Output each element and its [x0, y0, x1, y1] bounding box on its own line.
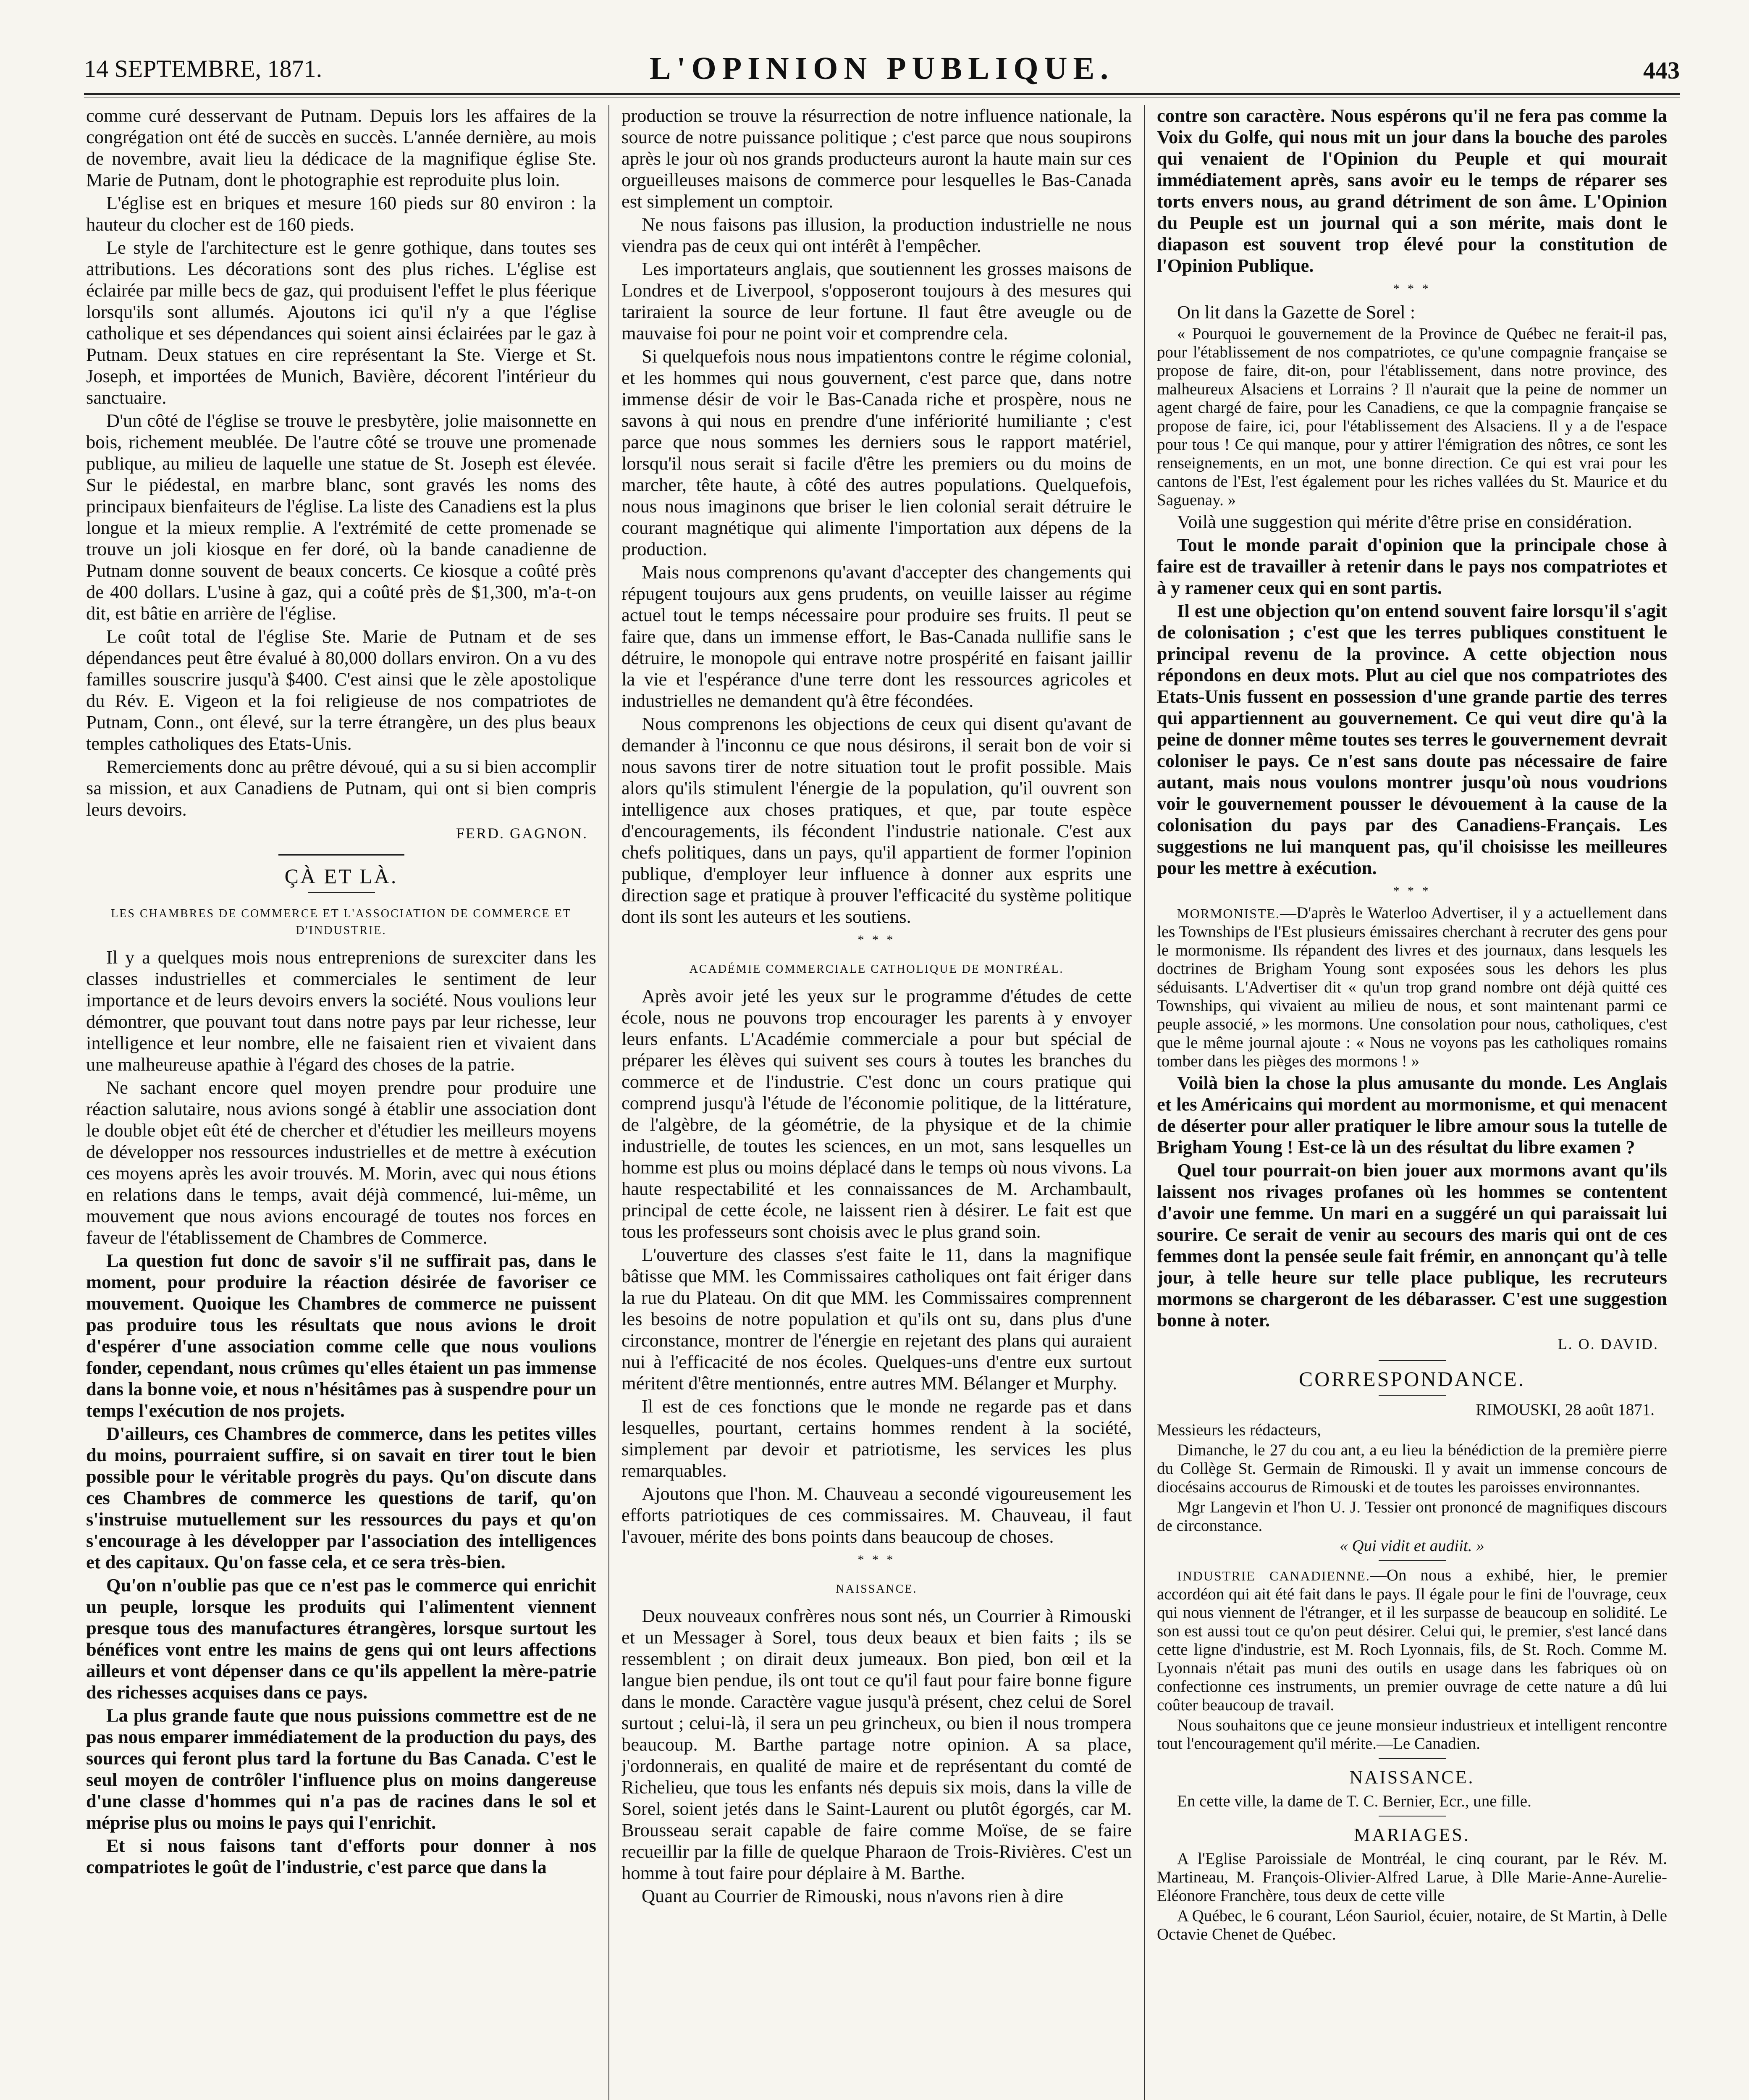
- article-subhead: ACADÉMIE COMMERCIALE CATHOLIQUE DE MONTRÉAL.: [689, 963, 1064, 976]
- issue-date: 14 SEPTEMBRE, 1871.: [84, 55, 323, 82]
- paragraph-text: —On nous a exhibé, hier, le premier accordéon qui ait été fait dans le pays. Il égale pour le fini de l'ouvrage, ceux qui nous viennent de l'étranger, et il les surpasse de beaucoup en solidité. Le son est aussi tout ce qu'on peut désirer. Celui qui, le premier, s'est lancé dans cette ligne d'industrie, est M. Roch Lyonnais, fils, de St. Roch. Comme M. Lyonnais n'était pas muni des outils en usage dans les fabriques où on confectionne ces instruments, un premier ouvrage de cette nature a dû lui coûter beaucoup de travail.: [1157, 1566, 1667, 1714]
- page-header: [84, 50, 1680, 88]
- paragraph: La plus grande faute que nous puissions commettre est de ne pas nous emparer immédiatement de la production du pays, des sources qui feront plus tard la fortune du Bas Canada. C'est le seul moyen de contrôler l'influence plus on moins dangereuse d'une classe d'hommes qui n'a pas de racines dans le sol et méprise plus ou moins le pays qui l'enrichit.: [86, 1705, 596, 1833]
- paragraph: Tout le monde parait d'opinion que la principale chose à faire est de travailler à retenir dans le pays nos compatriotes et à y ramener ceux qui en sont partis.: [1157, 534, 1667, 598]
- paragraph: Il y a quelques mois nous entreprenions de surexciter dans les classes industrielles et commerciales le sentiment de leur importance et de leurs devoirs envers la société. Nous voulions leur démontrer, que pouvant tout dans notre pays par leur richesse, leur intelligence et leur nombre, elle ne faisaient rien et vivaient dans une malheureuse apathie à l'égard des choses de la patrie.: [86, 947, 596, 1075]
- page-number: 443: [1643, 57, 1680, 84]
- paragraph: D'un côté de l'église se trouve le presbytère, jolie maisonnette en bois, richement meublée. De l'autre côté se trouve une promenade publique, au milieu de laquelle une statue de St. Joseph est élevée. Sur le piédestal, en marbre blanc, sont gravés les noms des principaux bienfaiteurs de l'église. La liste des Canadiens est la plus longue et la mieux remplie. A l'extrémité de cette promenade se trouve un joli kiosque en fer doré, où la bande canadienne de Putnam donne souvent de beaux concerts. Ce kiosque a coûté près de 400 dollars. L'usine à gaz, qui a coûté près de $1,300, m'a-t-on dit, est bâtie en arrière de l'église.: [86, 410, 596, 624]
- paragraph: Nous comprenons les objections de ceux qui disent qu'avant de demander à l'inconnu ce que nous désirons, il serait bon de voir si nous savons tirer de notre situation tout le profit possible. Mais alors qu'ils stimulent l'énergie de la population, qu'il ouvrent son intelligence aux choses pratiques, et que, par toute espèce d'encouragements, ils fécondent l'industrie nationale. C'est aux chefs politiques, dans un pays, qu'il appartient de former l'opinion publique, d'employer leur influence à donner aux esprits une direction sage et pratique à prouver l'efficacité du système politique dont ils sont les auteurs et les soutiens.: [621, 713, 1132, 927]
- paragraph: [1157, 904, 1667, 1071]
- paragraph: Quant au Courrier de Rimouski, nous n'avons rien à dire: [642, 1885, 1064, 1906]
- paragraph: Deux nouveaux confrères nous sont nés, un Courrier à Rimouski et un Messager à Sorel, tous deux beaux et bien faits ; ils se ressemblent ; on dirait deux jumeaux. Bon pied, bon œil et la langue bien pendue, ils ont tout ce qu'il faut pour faire bonne figure dans le monde. Caractère vague jusqu'à présent, chez celui de Sorel surtout ; celui-là, il sera un peu grincheux, ou bien il nous trompera beaucoup. M. Barthe partage notre opinion. A sa place, j'ordonnerais, en qualité de maire et de représentant du comté de Richelieu, que tous les enfants nés depuis six mois, dans la ville de Sorel, soient jetés dans le Saint-Laurent ou plutôt égorgés, car M. Brousseau serait capable de faire comme Moïse, de se faire recueillir par la fille de quelque Pharaon de Trois-Rivières. C'est un homme à tout faire pour déplaire à M. Barthe.: [621, 1605, 1132, 1883]
- dateline: RIMOUSKI, 28 août 1871.: [1476, 1401, 1655, 1419]
- paragraph-text: —D'après le Waterloo Advertiser, il y a actuellement dans les Townships de l'Est plusieurs émissaires cherchant à recruter des gens pour le mormonisme. Ils répandent des livres et des journaux, dans lesquels les doctrines de Brigham Young sont exposées sous les dehors les plus séduisants. L'Advertiser dit « qu'un trop grand nombre ont déjà quitté ces Townships, qui vivaient au milieu de nous, et sont maintenant parmi ce peuple associé, » les mormons. Une consolation pour nous, catholiques, c'est que le même journal ajoute : « Nous ne voyons pas les catholiques romains tomber dans les pièges des mormons ! »: [1157, 904, 1667, 1070]
- section-title: ÇÀ ET LÀ.: [284, 864, 398, 888]
- paragraph: Si quelquefois nous nous impatientons contre le régime colonial, et les hommes qui nous gouvernent, c'est parce que, dans notre immense désir de voir le Bas-Canada riche et prospère, nous ne savons à qui nous en prendre d'une infériorité humiliante ; c'est parce que nous sommes les derniers sous le rapport matériel, lorsqu'il nous serait si facile d'être les premiers ou du moins de marcher, tête haute, à côté des autres populations. Quelquefois, nous nous imaginons que briser le lien colonial serait détruire le courant magnétique qui alimente l'importation aux dépens de la production.: [621, 346, 1132, 559]
- column-2: [621, 105, 1132, 2100]
- paragraph: Quel tour pourrait-on bien jouer aux mormons avant qu'ils laissent nos rivages profanes où les hommes se contentent d'avoir une femme. Un mari en a suggéré un qui paraissait lui sourire. Ce serait de venir au secours des maris qui ont de ces femmes dont la pensée seule fait frémir, en annonçant qu'à telle jour, à telle heure sur telle place publique, les recruteurs mormons se chargeront de les débarasser. C'est une suggestion bonne à noter.: [1157, 1160, 1667, 1331]
- section-rule: [1379, 1560, 1446, 1561]
- masthead-title: L'OPINION PUBLIQUE.: [649, 51, 1114, 86]
- paragraph: Voilà une suggestion qui mérite d'être prise en considération.: [1177, 511, 1632, 532]
- column-3: [1157, 105, 1667, 2100]
- section-ornament: * * *: [857, 933, 896, 947]
- paragraph: [1157, 1566, 1667, 1714]
- section-rule: [308, 892, 375, 893]
- paragraph: Ne nous faisons pas illusion, la production industrielle ne nous viendra pas de ceux qui ont intérêt à l'empêcher.: [621, 214, 1132, 256]
- column-divider: [1144, 105, 1145, 2100]
- paragraph: On lit dans la Gazette de Sorel :: [1177, 302, 1416, 323]
- inline-heading: INDUSTRIE CANADIENNE.: [1177, 1568, 1370, 1583]
- paragraph: Dimanche, le 27 du cou ant, a eu lieu la bénédiction de la première pierre du Collège St. Germain de Rimouski. Il y avait un immense concours de diocésains accourus de Rimouski et de toutes les paroisses environnantes.: [1157, 1441, 1667, 1496]
- quoted-paragraph: « Pourquoi le gouvernement de la Province de Québec ne ferait-il pas, pour l'établissement de nos compatriotes, ce qu'une compagnie française se propose de faire, dit-on, pour l'établissement, dans notre province, des malheureux Alsaciens et Lorrains ? Il n'aurait que la peine de nommer un agent chargé de faire, pour les Canadiens, ce que la compagnie française se propose de faire, ici, pour l'établissement des Alsaciens. Il y a de l'espace pour tous ! Ce qui manque, pour y attirer l'émigration des nôtres, ce sont les renseignements, en un mot, une bonne direction. Ce qui est vrai pour les cantons de l'Est, l'est également pour les riches vallées du St. Maurice et du Saguenay. »: [1157, 325, 1667, 509]
- section-rule: [1379, 1360, 1446, 1361]
- paragraph: Nous souhaitons que ce jeune monsieur industrieux et intelligent rencontre tout l'encouragement qu'il mérite.—Le Canadien.: [1157, 1716, 1667, 1753]
- paragraph: L'église est en briques et mesure 160 pieds sur 80 environ : la hauteur du clocher est de 160 pieds.: [86, 192, 596, 235]
- column-1: [86, 105, 596, 2100]
- section-title: MARIAGES.: [1354, 1824, 1470, 1845]
- paragraph: Le coût total de l'église Ste. Marie de Putnam et de ses dépendances peut être évalué à 80,000 dollars environ. On a vu des familles souscrire jusqu'à $400. C'est ainsi que le zèle apostolique du Rév. E. Vigeon et la foi religieuse de nos compatriotes de Putnam, Conn., ont élevé, sur la terre étrangère, un des plus beaux temples catholiques des Etats-Unis.: [86, 626, 596, 754]
- section-ornament: * * *: [857, 1553, 896, 1567]
- paragraph: Messieurs les rédacteurs,: [1157, 1421, 1321, 1439]
- paragraph: Ne sachant encore quel moyen prendre pour produire une réaction salutaire, nous avions songé à établir une association dont le double objet eût été de chercher et d'étudier les meilleurs moyens de développer nos ressources industrielles et de mettre à exécution ces moyens après les avoir trouvés. M. Morin, avec qui nous étions en relations dans le temps, avait déjà commencé, lui-même, un mouvement que nous avions encouragé de toutes nos forces en faveur de l'établissement de Chambres de Commerce.: [86, 1077, 596, 1248]
- section-rule: [1379, 1758, 1446, 1759]
- paragraph: contre son caractère. Nous espérons qu'il ne fera pas comme la Voix du Golfe, qui nous mit un jour dans la bouche des paroles qui venaient de l'Opinion du Peuple et qui mourait immédiatement après, sans avoir eu le temps de réparer ses torts envers nous, au grand détriment de son âme. L'Opinion du Peuple est un journal qui a son mérite, mais dont le diapason est souvent trop élevé pour la constitution de l'Opinion Publique.: [1157, 105, 1667, 276]
- paragraph: A Québec, le 6 courant, Léon Sauriol, écuier, notaire, de St Martin, à Delle Octavie Chenet de Québec.: [1157, 1907, 1667, 1943]
- paragraph: Les importateurs anglais, que soutiennent les grosses maisons de Londres et de Liverpool, s'opposeront toujours à des mesures qui tariraient la source de leur fortune. Il faut être aveugle ou de mauvaise foi pour ne point voir et comprendre cela.: [621, 258, 1132, 344]
- section-title: CORRESPONDANCE.: [1298, 1367, 1526, 1391]
- paragraph: Voilà bien la chose la plus amusante du monde. Les Anglais et les Américains qui mordent au mormonisme, et qui menacent de déserter pour aller pratiquer le libre amour sous la tutelle de Brigham Young ! Est-ce là un des résultat du libre examen ?: [1157, 1072, 1667, 1158]
- paragraph: La question fut donc de savoir s'il ne suffirait pas, dans le moment, pour produire la réaction désirée de favoriser ce mouvement. Quoique les Chambres de commerce ne puissent pas produire tous les résultats que nous avions le droit d'espérer d'une association comme celle que nous voulions fonder, cependant, nous crûmes qu'elles étaient un pas immense dans la bonne voie, et nous n'hésitâmes pas à suspendre pour un temps l'exécution de nos projets.: [86, 1250, 596, 1421]
- article-subhead: NAISSANCE.: [836, 1583, 918, 1596]
- signature: FERD. GAGNON.: [456, 825, 588, 842]
- paragraph: Qu'on n'oublie pas que ce n'est pas le commerce qui enrichit un peuple, lorsque les produits qui l'alimentent viennent presque tous des manufactures étrangères, lorsque surtout les bénéfices vont entre les mains de gens qui ont leurs affections ailleurs et vont dépenser dans ce qu'ils appellent la mère-patrie des richesses acquises dans ce pays.: [86, 1575, 596, 1703]
- paragraph: Ajoutons que l'hon. M. Chauveau a secondé vigoureusement les efforts patriotiques de ces commissaires. M. Chauveau, il faut l'avouer, mérite des bons points dans beaucoup de choses.: [621, 1483, 1132, 1547]
- paragraph: A l'Eglise Paroissiale de Montréal, le cinq courant, par le Rév. M. Martineau, M. François-Olivier-Alfred Larue, à Dlle Marie-Anne-Aurelie-Eléonore Franchère, tous deux de cette ville: [1157, 1850, 1667, 1905]
- inline-heading: MORMONISTE.: [1177, 906, 1280, 921]
- section-rule: [278, 854, 404, 856]
- article-subhead: LES CHAMBRES DE COMMERCE ET L'ASSOCIATION DE COMMERCE ET D'INDUSTRIE.: [111, 907, 572, 937]
- paragraph: comme curé desservant de Putnam. Depuis lors les affaires de la congrégation ont été de succès en succès. L'année dernière, au mois de novembre, avait lieu la dédicace de la magnifique église Ste. Marie de Putnam, dont le photographie est reproduite plus loin.: [86, 105, 596, 190]
- section-rule: [1379, 1395, 1446, 1396]
- paragraph: production se trouve la résurrection de notre influence nationale, la source de notre puissance politique ; c'est parce que nous soupirons après le jour où nos grands producteurs auront la haute main sur ces orgueilleuses maisons de commerce pour lesquelles le Bas-Canada est simplement un comptoir.: [621, 105, 1132, 212]
- paragraph: Et si nous faisons tant d'efforts pour donner à nos compatriotes le goût de l'industrie, c'est parce que dans la: [86, 1835, 596, 1877]
- paragraph: Remerciements donc au prêtre dévoué, qui a su si bien accomplir sa mission, et aux Canadiens de Putnam, qui ont si bien compris leurs devoirs.: [86, 756, 596, 820]
- section-ornament: * * *: [1393, 884, 1431, 898]
- paragraph: Il est de ces fonctions que le monde ne regarde pas et dans lesquelles, pourtant, certains hommes rendent à la société, simplement par devoir et patriotisme, les services les plus remarquables.: [621, 1396, 1132, 1481]
- paragraph: Mgr Langevin et l'hon U. J. Tessier ont prononcé de magnifiques discours de circonstance.: [1157, 1498, 1667, 1535]
- paragraph: Le style de l'architecture est le genre gothique, dans toutes ses attributions. Les décorations sont des plus riches. L'église est éclairée par mille becs de gaz, qui produisent l'effet le plus féerique lorsqu'ils sont allumés. Ajoutons ici qu'il n'y a que l'église catholique et ses dépendances qui soient ainsi éclairées par le gaz à Putnam. Deux statues en cire représentant la Ste. Vierge et St. Joseph, et importées de Munich, Bavière, décorent l'intérieur du sanctuaire.: [86, 237, 596, 408]
- signature: L. O. DAVID.: [1558, 1336, 1659, 1352]
- header-rule: [84, 93, 1680, 97]
- quote: « Qui vidit et audiit. »: [1340, 1537, 1484, 1555]
- paragraph: D'ailleurs, ces Chambres de commerce, dans les petites villes du moins, pourraient suffire, si on savait en tirer tout le bien possible pour le véritable progrès du pays. Qu'on discute dans ces Chambres de commerce les questions de tarif, qu'on s'instruise mutuellement sur les ressources du pays et qu'on s'encourage à les développer par l'association des intelligences et des capitaux. Qu'on fasse cela, et ce sera très-bien.: [86, 1423, 596, 1572]
- paragraph: En cette ville, la dame de T. C. Bernier, Ecr., une fille.: [1177, 1792, 1531, 1810]
- paragraph: L'ouverture des classes s'est faite le 11, dans la magnifique bâtisse que MM. les Commissaires catholiques ont fait ériger dans la rue du Plateau. On dit que MM. les Commissaires comprennent les besoins de notre population et qu'ils ont su, dans plus d'une circonstance, montrer de l'énergie en rejetant des plans qui auraient nui à l'efficacité de nos écoles. Quelques-uns d'entre eux surtout méritent d'être mentionnés, entre autres MM. Bélanger et Murphy.: [621, 1244, 1132, 1394]
- paragraph: Après avoir jeté les yeux sur le programme d'études de cette école, nous ne pouvons trop encourager les parents à y envoyer leurs enfants. L'Académie commerciale a pour but spécial de préparer les élèves qui suivent ses cours à toutes les branches du commerce et de l'industrie. C'est donc un cours pratique qui comprend jusqu'à l'étude de l'économie politique, de la littérature, de l'algèbre, de la géométrie, de la physique et de la chimie industrielle, de toutes les sciences, en un mot, sans lesquelles un homme est plus ou moins déplacé dans le temps où nous vivons. La haute respectabilité et les connaissances de M. Archambault, principal de cette école, ne laissent rien à désirer. Le fait est que tous les professeurs sont choisis avec le plus grand soin.: [621, 985, 1132, 1242]
- section-title: NAISSANCE.: [1349, 1767, 1475, 1788]
- section-ornament: * * *: [1393, 282, 1431, 296]
- paragraph: Mais nous comprenons qu'avant d'accepter des changements qui répugent toujours aux gens prudents, on veuille laisser au régime actuel tout le temps nécessaire pour produire ses fruits. Il peut se faire que, dans un immense effort, le Bas-Canada nullifie sans le détruire, le monopole qui entrave notre prospérité en faisant jaillir la vie et l'espérance d'une terre dont les ressources agricoles et industrielles ne demandent qu'à être fécondées.: [621, 562, 1132, 711]
- paragraph: Il est une objection qu'on entend souvent faire lorsqu'il s'agit de colonisation ; c'est que les terres publiques constituent le principal revenu de la province. A cette objection nous répondons en deux mots. Plut au ciel que nos compatriotes des Etats-Unis fussent en possession d'une grande partie des terres qui appartiennent au gouvernement. Ce qui veut dire qu'à la peine de donner même toutes ses terres le gouvernement devrait coloniser le pays. Ce n'est sans doute pas nécessaire de faire autant, mais nous voulons montrer jusqu'où nous voudrions voir le gouvernement pousser le dévouement à la cause de la colonisation du pays par des Canadiens-Français. Les suggestions ne lui manquent pas, qu'il choisisse les meilleures pour les mettre à exécution.: [1157, 600, 1667, 878]
- column-divider: [608, 105, 609, 2100]
